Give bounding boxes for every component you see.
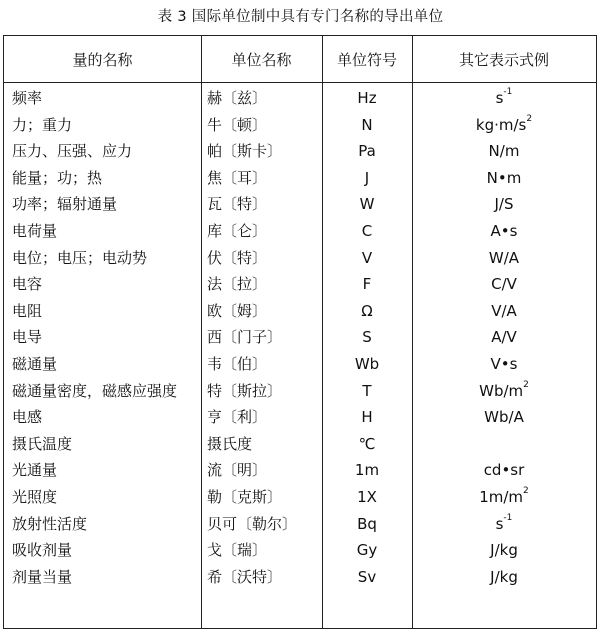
unit-symbol: H xyxy=(361,408,373,427)
unit-name: 焦〔耳〕 xyxy=(207,168,268,187)
unit-name: 西〔门子〕 xyxy=(207,328,283,347)
unit-name: 欧〔姆〕 xyxy=(207,301,268,320)
other-expression: $s^{-1}$ xyxy=(495,87,513,107)
other-expression: $Wb/m^2$ xyxy=(479,379,529,400)
unit-name: 特〔斯拉〕 xyxy=(207,381,283,400)
unit-name: 贝可〔勒尔〕 xyxy=(207,514,298,533)
table-caption: 表 3 国际单位制中具有专门名称的导出单位 xyxy=(157,9,444,25)
exponent: -1 xyxy=(503,87,513,97)
unit-symbol: Wb xyxy=(354,355,380,373)
header-unit-name: 单位名称 xyxy=(231,50,292,69)
table-row xyxy=(4,351,596,378)
exponent: -1 xyxy=(503,512,513,523)
other-expression: W/A xyxy=(488,248,520,267)
other-expression xyxy=(412,431,596,458)
exponent: 2 xyxy=(523,379,529,390)
header-quantity-name: 量的名称 xyxy=(72,50,133,69)
unit-symbol: N xyxy=(361,115,373,134)
unit-name: 瓦〔特〕 xyxy=(207,195,268,214)
quantity-name: 吸收剂量 xyxy=(12,541,73,560)
other-expression: N/m xyxy=(488,142,520,161)
quantity-name: 功率；辐射通量 xyxy=(12,195,118,214)
table-row xyxy=(4,138,596,165)
other-expression: V/A xyxy=(491,301,517,320)
table-row xyxy=(4,165,596,192)
unit-name: 牛〔顿〕 xyxy=(207,115,268,134)
table-row xyxy=(4,271,596,298)
unit-name: 流〔明〕 xyxy=(207,461,268,480)
unit-symbol: Hz xyxy=(357,89,377,107)
unit-symbol: Gy xyxy=(356,541,378,560)
header-other-expression: 其它表示式例 xyxy=(458,50,549,69)
quantity-name: 频率 xyxy=(12,89,43,107)
quantity-name: 放射性活度 xyxy=(12,514,88,533)
other-expression: cd•sr xyxy=(483,461,525,480)
unit-symbol: J xyxy=(364,168,370,187)
other-expression: J/S xyxy=(494,195,514,214)
other-expression: A•s xyxy=(490,222,518,240)
table-row xyxy=(4,112,596,139)
table-row xyxy=(4,298,596,325)
other-expression: A/V xyxy=(491,328,517,347)
other-expression: $1m/m^2$ xyxy=(479,486,529,506)
unit-symbol: F xyxy=(362,275,372,294)
unit-symbol: ℃ xyxy=(358,434,376,453)
table-row xyxy=(4,404,596,431)
unit-name: 赫〔兹〕 xyxy=(207,89,268,107)
unit-symbol: S xyxy=(362,328,372,347)
unit-name: 韦〔伯〕 xyxy=(207,355,268,373)
derived-units-table xyxy=(3,35,597,629)
unit-symbol: Bq xyxy=(357,514,377,533)
other-expression: V•s xyxy=(490,355,518,373)
unit-symbol: V xyxy=(361,248,373,267)
table-row xyxy=(4,564,596,591)
quantity-name: 力；重力 xyxy=(12,115,73,134)
unit-name: 摄氏度 xyxy=(207,434,253,453)
other-expression: N•m xyxy=(486,168,522,187)
other-expression: $kg\cdot m/s^2$ xyxy=(475,113,533,134)
quantity-name: 磁通量 xyxy=(12,355,58,373)
table-row xyxy=(4,85,596,112)
unit-symbol: W xyxy=(359,195,375,214)
unit-symbol: Ω xyxy=(361,301,373,320)
quantity-name: 光通量 xyxy=(12,461,58,480)
other-expression: Wb/A xyxy=(484,408,524,427)
unit-symbol: Sv xyxy=(357,567,377,586)
other-expression: J/kg xyxy=(490,567,518,586)
table-row xyxy=(4,537,596,564)
unit-name: 伏〔特〕 xyxy=(207,248,268,267)
table-row xyxy=(4,457,596,484)
other-expression: $s^{-1}$ xyxy=(495,512,513,533)
unit-name: 希〔沃特〕 xyxy=(207,567,283,586)
header-unit-symbol: 单位符号 xyxy=(336,50,397,69)
quantity-name: 电荷量 xyxy=(12,222,58,240)
quantity-name: 电阻 xyxy=(12,301,43,320)
quantity-name: 电位；电压；电动势 xyxy=(12,248,148,267)
header-divider xyxy=(4,82,596,83)
quantity-name: 电导 xyxy=(12,328,43,347)
quantity-name: 能量；功；热 xyxy=(12,168,103,187)
unit-symbol: T xyxy=(362,381,372,400)
quantity-name: 电感 xyxy=(12,408,43,427)
table-row xyxy=(4,378,596,405)
exponent: 2 xyxy=(523,486,529,496)
table-row xyxy=(4,431,596,458)
unit-name: 帕〔斯卡〕 xyxy=(207,142,283,161)
other-expression: C/V xyxy=(491,275,517,294)
unit-symbol: 1X xyxy=(357,488,377,506)
unit-symbol: 1m xyxy=(354,461,380,480)
unit-name: 法〔拉〕 xyxy=(207,275,268,294)
table-row xyxy=(4,218,596,245)
quantity-name: 摄氏温度 xyxy=(12,434,73,453)
quantity-name: 电容 xyxy=(12,275,43,294)
unit-name: 勒〔克斯〕 xyxy=(207,488,283,506)
unit-symbol: C xyxy=(361,222,373,240)
quantity-name: 剂量当量 xyxy=(12,567,73,586)
table-row xyxy=(4,245,596,272)
quantity-name: 压力、压强、应力 xyxy=(12,142,133,161)
quantity-name: 磁通量密度，磁感应强度 xyxy=(12,381,178,400)
table-row xyxy=(4,324,596,351)
unit-name: 戈〔瑞〕 xyxy=(207,541,268,560)
table-row xyxy=(4,511,596,538)
exponent: 2 xyxy=(526,113,533,124)
unit-symbol: Pa xyxy=(358,142,376,161)
unit-name: 库〔仑〕 xyxy=(207,222,268,240)
table-row xyxy=(4,484,596,511)
table-row xyxy=(4,191,596,218)
other-expression: J/kg xyxy=(490,541,518,560)
quantity-name: 光照度 xyxy=(12,488,58,506)
unit-name: 亨〔利〕 xyxy=(207,408,268,427)
